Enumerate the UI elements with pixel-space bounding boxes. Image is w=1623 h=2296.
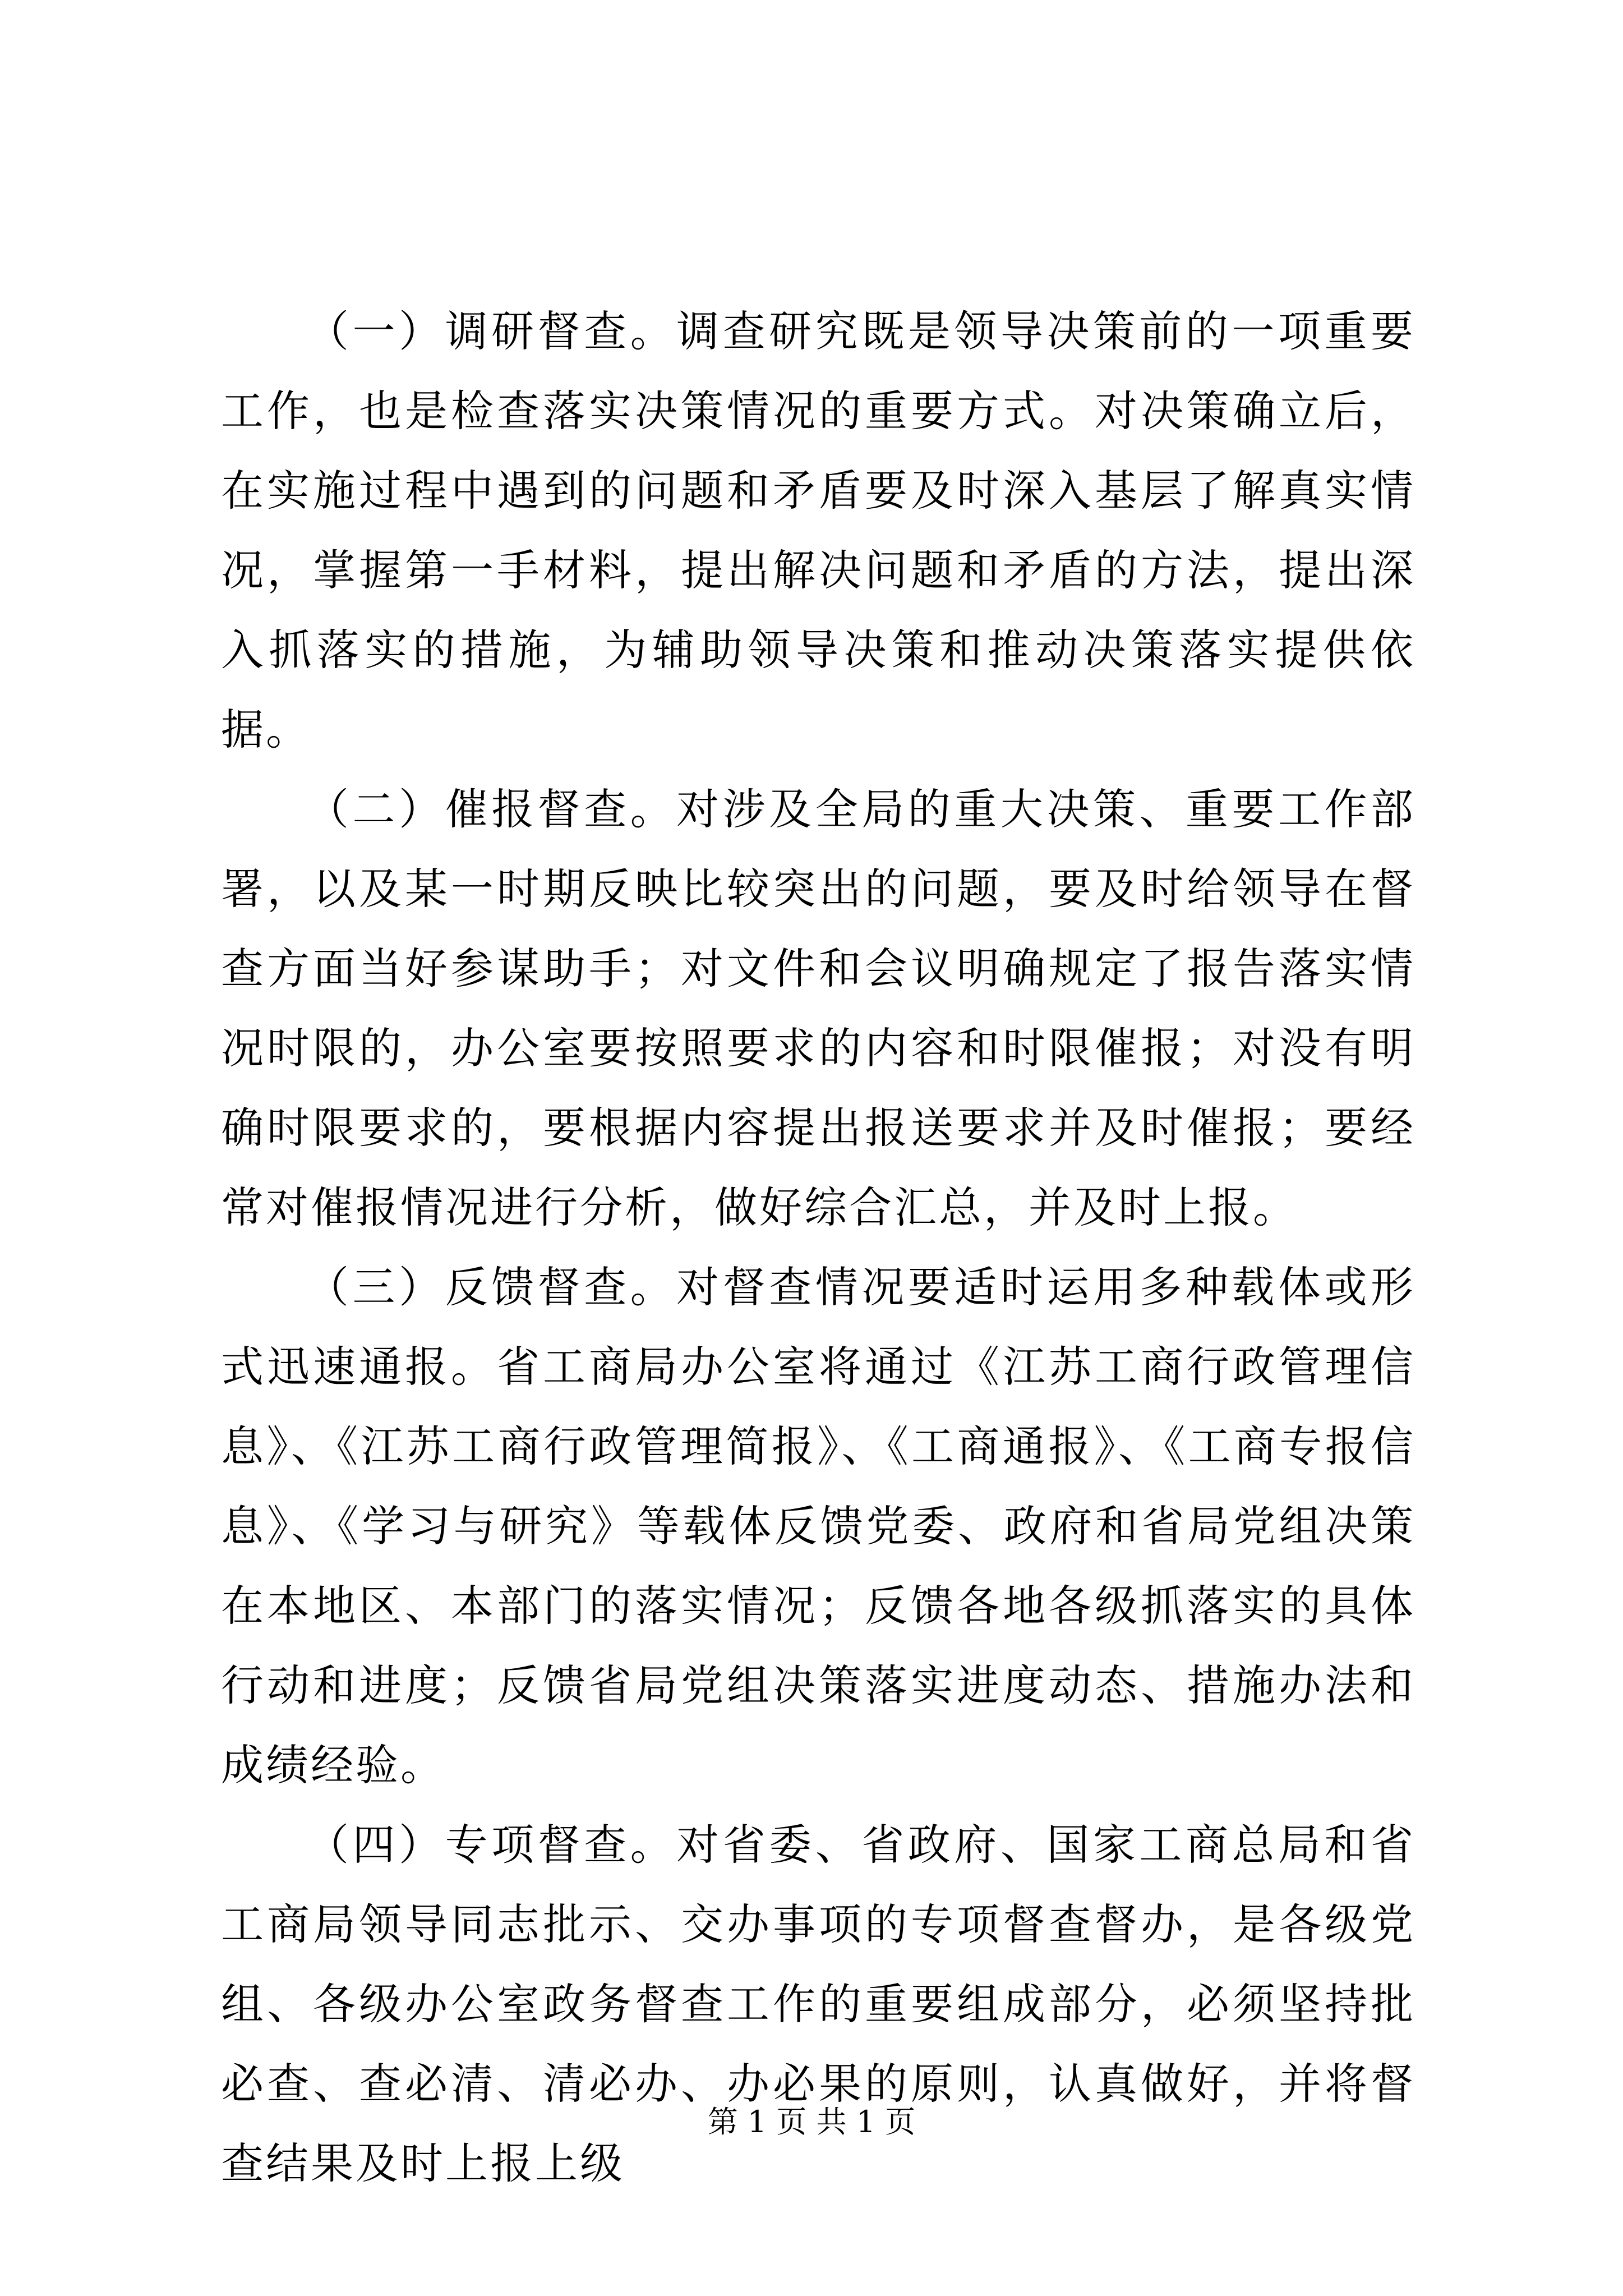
paragraph-research-supervision: （一）调研督查。调查研究既是领导决策前的一项重要工作，也是检查落实决策情况的重要方式。对决策确立后，在实施过程中遇到的问题和矛盾要及时深入基层了解真实情况，掌握第一手材料，提出解决问题和矛盾的方法，提出深入抓落实的措施，为辅助领导决策和推动决策落实提供依据。 bbox=[221, 306, 1415, 754]
page-number-footer: 第 1 页 共 1 页 bbox=[707, 2104, 916, 2139]
paragraph-feedback-supervision: （三）反馈督查。对督查情况要适时运用多种载体或形式迅速通报。省工商局办公室将通过《江苏工商行政管理信息》、《江苏工商行政管理简报》、《工商通报》、《工商专报信息》、《学习与研究》等载体反馈党委、政府和省局党组决策在本地区、本部门的落实情况；反馈各地各级抓落实的具体行动和进度；反馈省局党组决策落实进度动态、措施办法和成绩经验。 bbox=[221, 1262, 1415, 1790]
paragraph-special-supervision: （四）专项督查。对省委、省政府、国家工商总局和省工商局领导同志批示、交办事项的专项督查督办，是各级党组、各级办公室政务督查工作的重要组成部分，必须坚持批必查、查必清、清必办、办必果的原则，认真做好，并将督查结果及时上报上级 bbox=[221, 1820, 1415, 2188]
paragraph-urge-report-supervision: （二）催报督查。对涉及全局的重大决策、重要工作部署，以及某一时期反映比较突出的问题，要及时给领导在督查方面当好参谋助手；对文件和会议明确规定了报告落实情况时限的，办公室要按照要求的内容和时限催报；对没有明确时限要求的，要根据内容提出报送要求并及时催报；要经常对催报情况进行分析，做好综合汇总，并及时上报。 bbox=[221, 784, 1415, 1232]
document-body bbox=[221, 292, 1415, 2203]
